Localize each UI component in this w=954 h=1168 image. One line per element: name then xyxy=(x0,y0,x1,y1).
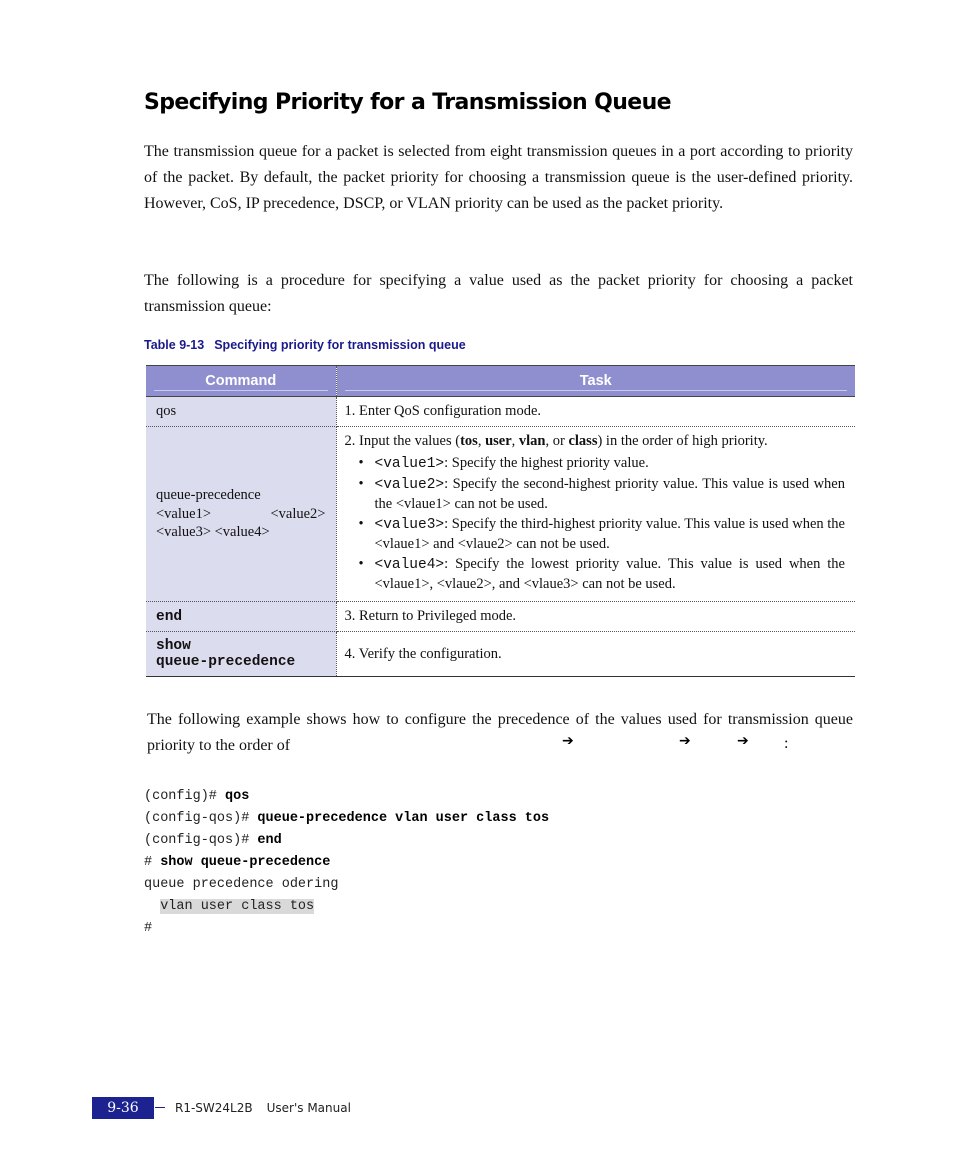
task-cell-end: 3. Return to Privileged mode. xyxy=(336,602,855,632)
highlighted-output: vlan user class tos xyxy=(160,899,315,914)
procedure-intro-paragraph: The following is a procedure for specifying a value used as the packet priority for choosing a packet transmission queue: xyxy=(144,272,853,315)
value-list-item: • <value4>: Specify the lowest priority value. This value is used when the <vlaue1>, <vlaue2>, and <vlaue3> can not be used. xyxy=(375,555,846,594)
qp-command-value2: <value2> xyxy=(270,505,326,522)
value-list xyxy=(345,454,846,594)
header-task: Task xyxy=(336,366,855,397)
value-list-item: • <value3>: Specify the third-highest priority value. This value is used when the <vlaue1> and <vlaue2> can not be used. xyxy=(375,515,846,554)
example-intro-paragraph: The following example shows how to configure the precedence of the values used for transmission queue priority to the order of xyxy=(147,711,853,754)
code-example xyxy=(144,786,549,940)
footer-rule xyxy=(155,1107,165,1108)
table-title: Specifying priority for transmission queue xyxy=(214,338,466,352)
product-name: R1-SW24L2B xyxy=(175,1101,253,1115)
code-line: queue precedence odering xyxy=(144,877,339,892)
task-cell-qos: 1. Enter QoS configuration mode. xyxy=(336,397,855,427)
value-list-item: • <value1>: Specify the highest priority value. xyxy=(375,454,846,474)
table-caption xyxy=(144,338,466,352)
code-line: # xyxy=(144,921,153,936)
arrow-icon: ➔ xyxy=(562,733,574,749)
code-line: (config-qos)# queue-precedence vlan user class tos xyxy=(144,811,550,826)
table-row-show xyxy=(146,632,855,677)
task-cell-show: 4. Verify the configuration. xyxy=(336,632,855,677)
command-cell-end: end xyxy=(146,602,336,632)
qp-command-line2 xyxy=(156,505,326,524)
table-header-row xyxy=(146,366,855,397)
code-line: # show queue-precedence xyxy=(144,855,331,870)
code-line: (config-qos)# end xyxy=(144,833,282,848)
code-line xyxy=(144,896,549,918)
page-heading: Specifying Priority for a Transmission Queue xyxy=(144,90,671,115)
qp-task-summary: 2. Input the values (tos, user, vlan, or class) in the order of high priority. xyxy=(344,433,768,449)
manual-name: User's Manual xyxy=(266,1101,351,1115)
command-cell-queue-precedence xyxy=(146,427,336,602)
example-colon: : xyxy=(784,735,789,752)
header-command: Command xyxy=(146,366,336,397)
command-cell-qos: qos xyxy=(146,397,336,427)
arrow-icon: ➔ xyxy=(679,733,691,749)
command-cell-show: show queue-precedence xyxy=(146,632,336,677)
table-number: Table 9-13 xyxy=(144,338,205,352)
arrow-icon: ➔ xyxy=(737,733,749,749)
footer-text xyxy=(175,1101,351,1115)
command-table xyxy=(146,365,855,677)
table-row-queue-precedence xyxy=(146,427,855,602)
intro-paragraph: The transmission queue for a packet is selected from eight transmission queues in a port according to priority of the packet. By default, the packet priority for choosing a transmission queue is the user-defined priority. However, CoS, IP precedence, DSCP, or VLAN priority can be used as the packet priority. xyxy=(144,143,853,212)
table-row-qos xyxy=(146,397,855,427)
value-list-item: • <value2>: Specify the second-highest priority value. This value is used when the <vlaue1> can not be used. xyxy=(375,475,846,514)
qp-command-line1: queue-precedence xyxy=(156,487,261,504)
qp-command-value1: <value1> xyxy=(156,505,212,522)
task-cell-queue-precedence xyxy=(336,427,855,602)
qp-command-line3: <value3> <value4> xyxy=(156,524,270,541)
page-number: 9-36 xyxy=(92,1097,154,1119)
code-line: (config)# qos xyxy=(144,789,250,804)
table-row-end xyxy=(146,602,855,632)
